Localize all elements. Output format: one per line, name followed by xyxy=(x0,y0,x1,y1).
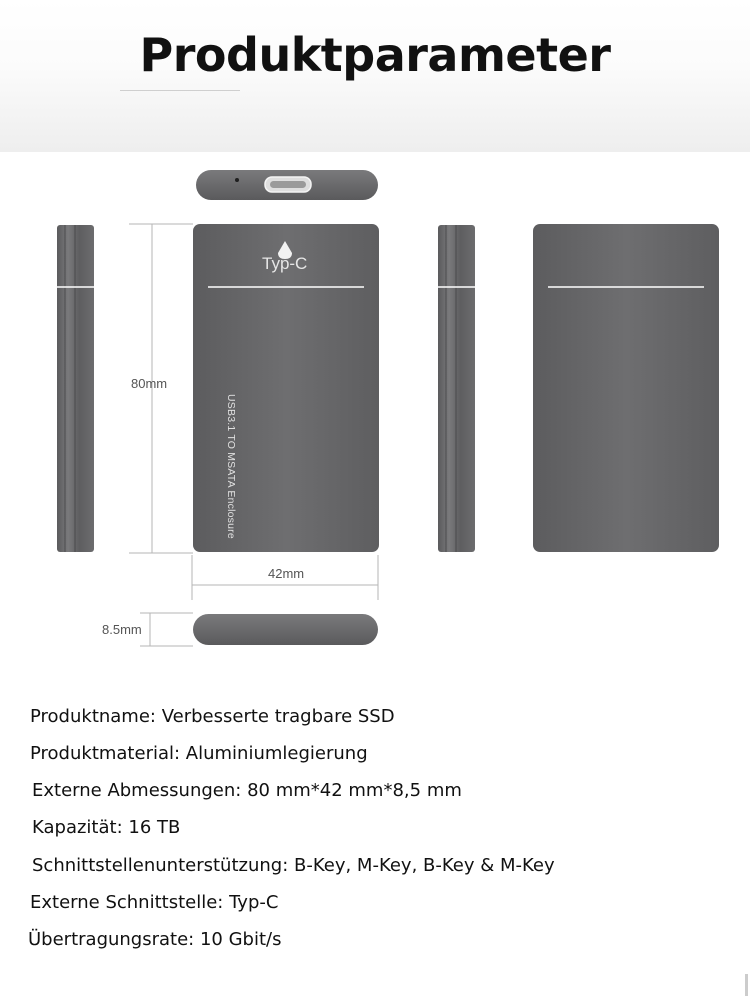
spec-row-material: Produktmaterial: Aluminiumlegierung xyxy=(30,743,368,764)
enclosure-label: USB3.1 TO MSATA Enclosure xyxy=(225,394,237,539)
spec-row-interface-support: Schnittstellenunterstützung: B-Key, M-Key, B-Key & M-Key xyxy=(32,855,555,876)
height-dimension: 80mm xyxy=(131,376,168,391)
end-view-bottom xyxy=(193,614,378,645)
side-view-left xyxy=(57,225,94,552)
back-view xyxy=(533,224,719,552)
spec-row-transfer-rate: Übertragungsrate: 10 Gbit/s xyxy=(28,929,282,950)
title-banner xyxy=(0,0,750,152)
spec-row-capacity: Kapazität: 16 TB xyxy=(32,817,181,838)
width-dimension: 42mm xyxy=(268,566,305,581)
spec-row-name: Produktname: Verbesserte tragbare SSD xyxy=(30,706,395,727)
spec-row-external-interface: Externe Schnittstelle: Typ-C xyxy=(30,892,279,913)
side-view-right xyxy=(438,225,475,552)
decorative-line xyxy=(120,90,240,91)
page-title: Produktparameter xyxy=(139,28,611,82)
thickness-dimension: 8.5mm xyxy=(102,622,142,637)
spec-row-dimensions: Externe Abmessungen: 80 mm*42 mm*8,5 mm xyxy=(32,780,462,801)
end-view-port xyxy=(196,170,378,200)
scrollbar-thumb[interactable] xyxy=(745,974,748,996)
product-drawings xyxy=(0,152,750,672)
enclosure-illustration xyxy=(0,152,750,672)
type-c-label: Typ-C xyxy=(262,254,308,273)
